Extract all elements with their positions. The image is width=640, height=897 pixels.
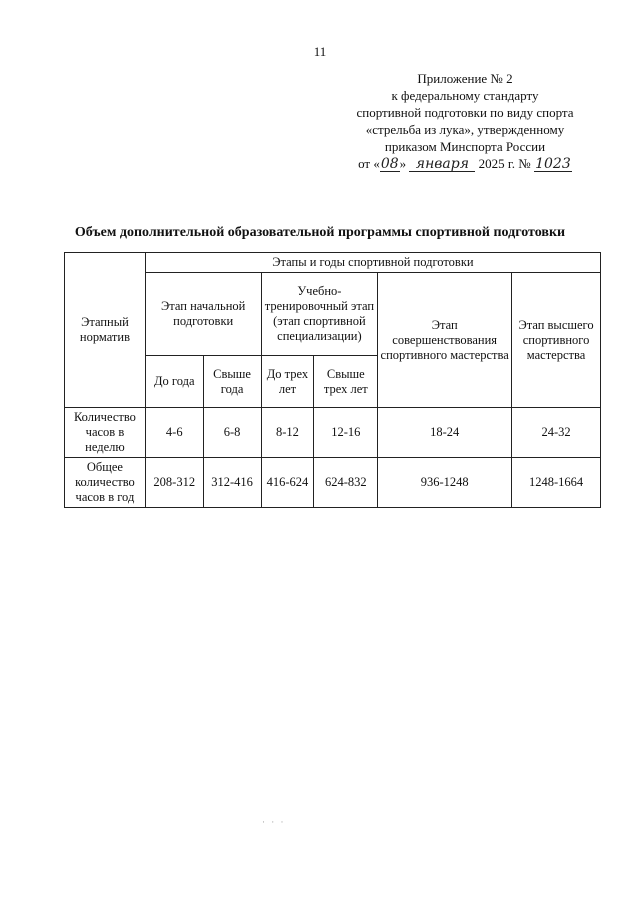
- handwritten-doc-number: 1023: [535, 156, 571, 172]
- header-line-1: Приложение № 2: [417, 71, 513, 86]
- stage-training-header: Учебно-тренировочный этап (этап спортивной специализации): [261, 273, 378, 356]
- header-line-3: спортивной подготовки по виду спорта: [356, 105, 574, 120]
- header-line-4: «стрельба из лука», утвержденному: [365, 122, 565, 137]
- header-line-5: приказом Минспорта России: [384, 139, 546, 154]
- stage-initial-header: Этап начальной подготовки: [145, 273, 261, 356]
- page-number: 11: [313, 44, 327, 59]
- sub-training-1: До трех лет: [261, 356, 314, 408]
- date-prefix: от «: [358, 156, 380, 171]
- table-cell: 24-32: [512, 408, 601, 458]
- handwritten-day: 08: [380, 156, 399, 172]
- appendix-header: [330, 70, 600, 172]
- table-cell: 312-416: [203, 458, 261, 508]
- table-cell: 8-12: [261, 408, 314, 458]
- stage-highest-header: Этап высшего спортивного мастерства: [512, 273, 601, 408]
- table-cell: 936-1248: [378, 458, 512, 508]
- header-line-2: к федеральному стандарту: [391, 88, 539, 103]
- table-cell: 18-24: [378, 408, 512, 458]
- table-cell: 416-624: [261, 458, 314, 508]
- document-title: Объем дополнительной образовательной программы спортивной подготовки: [74, 225, 566, 240]
- row-header-cell: Этапный норматив: [65, 253, 146, 408]
- table-row: [65, 458, 601, 508]
- table-cell: 4-6: [145, 408, 203, 458]
- scan-marks: · · ·: [262, 817, 286, 827]
- handwritten-month: января: [409, 157, 475, 172]
- table-cell: 6-8: [203, 408, 261, 458]
- table-cell: 624-832: [314, 458, 378, 508]
- table-cell: 1248-1664: [512, 458, 601, 508]
- row-label: Общее количество часов в год: [65, 458, 146, 508]
- sub-initial-1: До года: [145, 356, 203, 408]
- table-cell: 12-16: [314, 408, 378, 458]
- table-row: [65, 408, 601, 458]
- date-mid: »: [399, 156, 407, 171]
- table-cell: 208-312: [145, 458, 203, 508]
- order-date-line: [330, 155, 600, 172]
- sub-initial-2: Свыше года: [203, 356, 261, 408]
- group-header-cell: Этапы и годы спортивной подготовки: [145, 253, 600, 273]
- stage-improvement-header: Этап совершенствования спортивного мастерства: [378, 273, 512, 408]
- row-label: Количество часов в неделю: [65, 408, 146, 458]
- date-year: 2025 г. №: [478, 156, 531, 171]
- program-volume-table: [64, 252, 601, 508]
- sub-training-2: Свыше трех лет: [314, 356, 378, 408]
